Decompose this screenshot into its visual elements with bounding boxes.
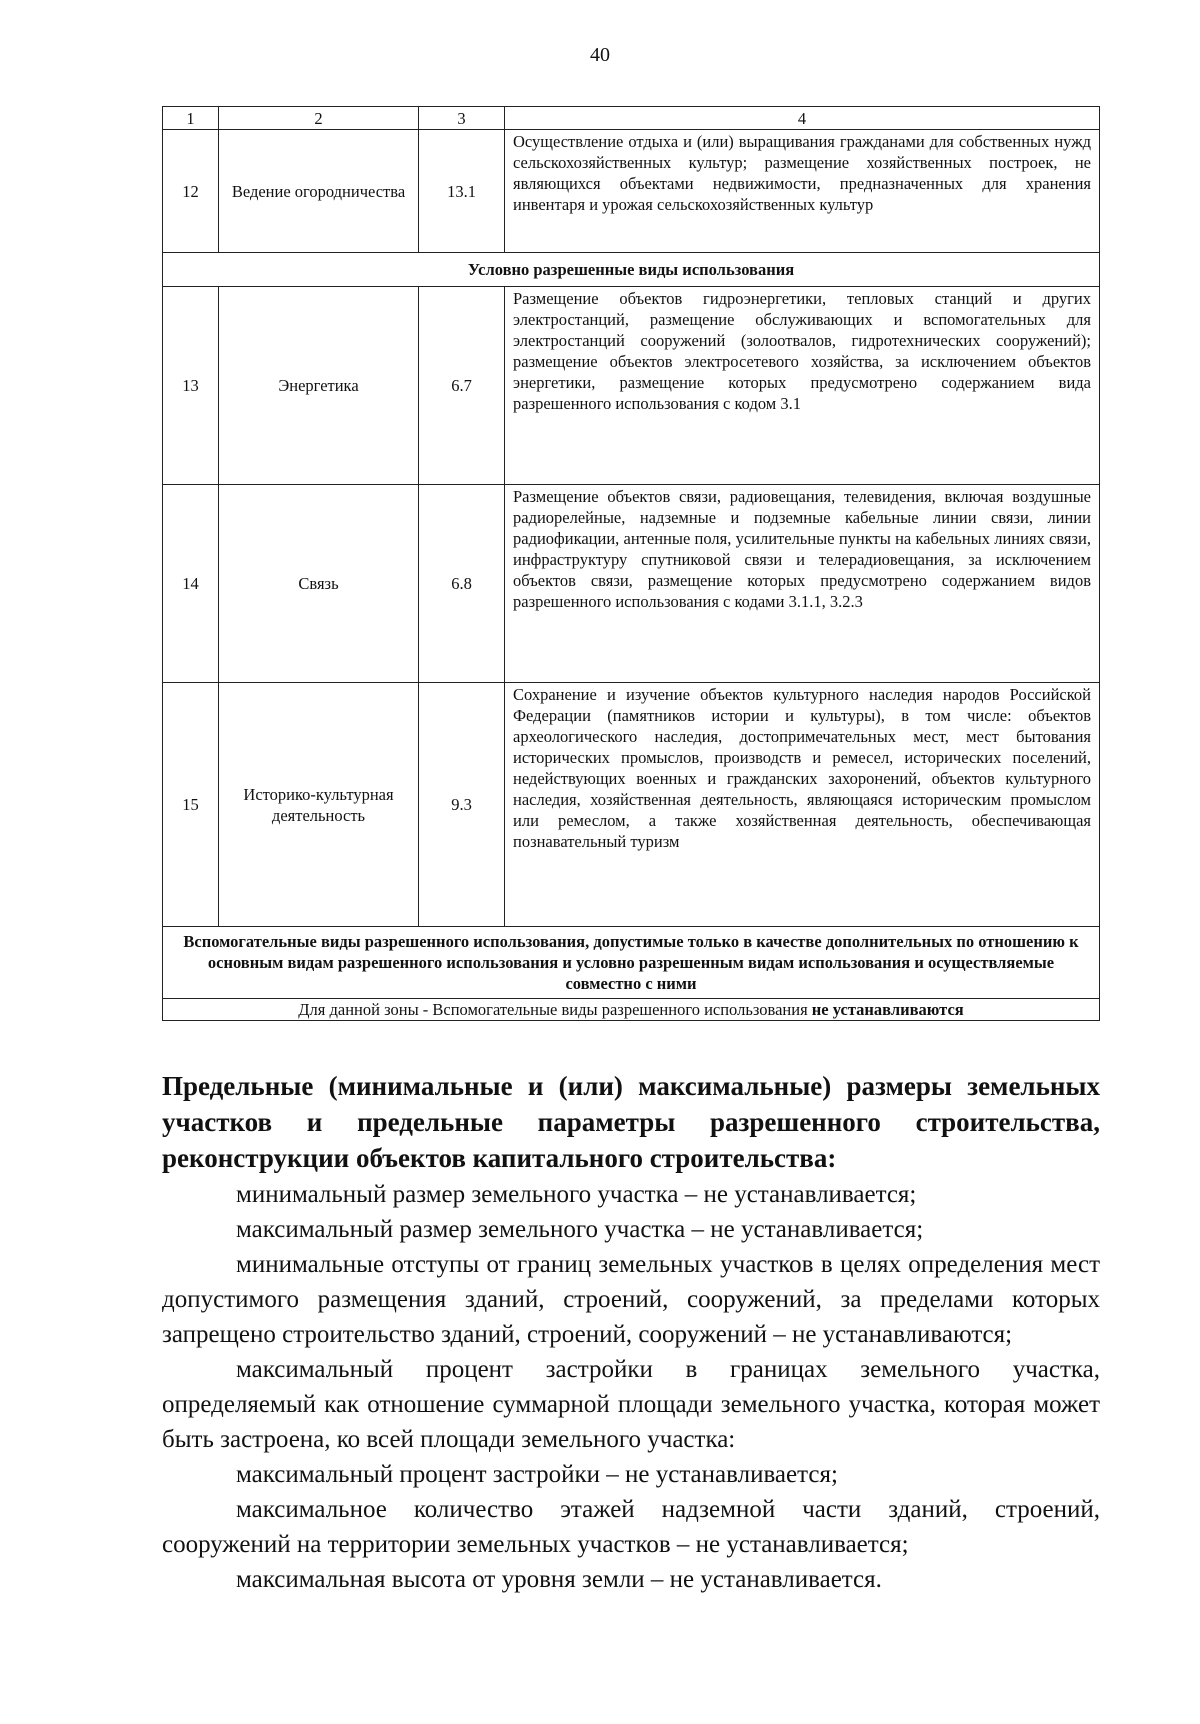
auxiliary-note — [163, 999, 1100, 1021]
parameters-heading: Предельные (минимальные и (или) максимальные) размеры земельных участков и предельные параметры разрешенного строительства, реконструкции объектов капитального строительства: — [162, 1071, 1100, 1173]
parameter-paragraph: максимальный процент застройки – не устанавливается; — [236, 1461, 838, 1488]
column-header: 2 — [219, 107, 419, 130]
parameters-section — [162, 1068, 1100, 1597]
table-row — [163, 287, 1100, 485]
column-header: 4 — [505, 107, 1100, 130]
parameter-paragraph: максимальное количество этажей надземной части зданий, строений, сооружений на территории земельных участков – не устанавливается; — [162, 1496, 1100, 1558]
section-title: Условно разрешенные виды использования — [163, 253, 1100, 287]
column-header: 3 — [419, 107, 505, 130]
auxiliary-note-text: Для данной зоны - Вспомогательные виды разрешенного использования — [298, 1000, 808, 1019]
parameter-paragraph: максимальная высота от уровня земли – не устанавливается. — [236, 1566, 882, 1593]
row-number: 15 — [163, 683, 219, 927]
use-name: Энергетика — [219, 287, 419, 485]
use-description: Размещение объектов гидроэнергетики, тепловых станций и других электростанций, размещение обслуживающих и вспомогательных для электростанций сооружений (золоотвалов, гидротехнических сооружений); размещение объектов электросетевого хозяйства, за исключением объектов энергетики, размещение которых предусмотрено содержанием вида разрешенного использования с кодом 3.1 — [505, 287, 1100, 485]
use-code: 6.7 — [419, 287, 505, 485]
use-code: 9.3 — [419, 683, 505, 927]
use-description: Размещение объектов связи, радиовещания, телевидения, включая воздушные радиорелейные, надземные и подземные кабельные линии связи, линии радиофикации, антенные поля, усилительные пункты на кабельных линиях связи, инфраструктуру спутниковой связи и телерадиовещания, за исключением объектов связи, размещение которых предусмотрено содержанием видов разрешенного использования с кодами 3.1.1, 3.2.3 — [505, 485, 1100, 683]
page-number: 40 — [590, 44, 610, 66]
table-row — [163, 683, 1100, 927]
use-code: 13.1 — [419, 130, 505, 253]
use-name: Историко-культурная деятельность — [219, 683, 419, 927]
section-title: Вспомогательные виды разрешенного использования, допустимые только в качестве дополнительных по отношению к основным видам разрешенного использования и условно разрешенным видам использования и осуществляемые совместно с ними — [163, 927, 1100, 999]
row-number: 12 — [163, 130, 219, 253]
section-row-auxiliary — [163, 927, 1100, 999]
table-header-row — [163, 107, 1100, 130]
use-description: Сохранение и изучение объектов культурного наследия народов Российской Федерации (памятников истории и культуры), в том числе: объектов археологического наследия, достопримечательных мест, мест бытования исторических промыслов, производств и ремесел, исторических поселений, недействующих военных и гражданских захоронений, объектов культурного наследия, хозяйственная деятельность, являющаяся историческим промыслом или ремеслом, а также хозяйственная деятельность, обеспечивающая познавательный туризм — [505, 683, 1100, 927]
parameter-paragraph: минимальные отступы от границ земельных участков в целях определения мест допустимого размещения зданий, строений, сооружений, за пределами которых запрещено строительство зданий, строений, сооружений – не устанавливаются; — [162, 1251, 1100, 1348]
parameter-paragraph: максимальный размер земельного участка – не устанавливается; — [236, 1216, 924, 1243]
use-name: Связь — [219, 485, 419, 683]
parameter-paragraph: минимальный размер земельного участка – не устанавливается; — [236, 1181, 917, 1208]
parameter-paragraph: максимальный процент застройки в границах земельного участка, определяемый как отношение суммарной площади земельного участка, которая может быть застроена, ко всей площади земельного участка: — [162, 1356, 1100, 1453]
section-row-conditional — [163, 253, 1100, 287]
land-use-table — [162, 106, 1100, 1021]
row-number: 13 — [163, 287, 219, 485]
use-name: Ведение огородничества — [219, 130, 419, 253]
table-row — [163, 130, 1100, 253]
use-description: Осуществление отдыха и (или) выращивания гражданами для собственных нужд сельскохозяйственных культур; размещение хозяйственных построек, не являющихся объектами недвижимости, предназначенных для хранения инвентаря и урожая сельскохозяйственных культур — [505, 130, 1100, 253]
auxiliary-note-row — [163, 999, 1100, 1021]
use-code: 6.8 — [419, 485, 505, 683]
row-number: 14 — [163, 485, 219, 683]
table-row — [163, 485, 1100, 683]
auxiliary-note-emphasis: не устанавливаются — [811, 1000, 964, 1019]
column-header: 1 — [163, 107, 219, 130]
